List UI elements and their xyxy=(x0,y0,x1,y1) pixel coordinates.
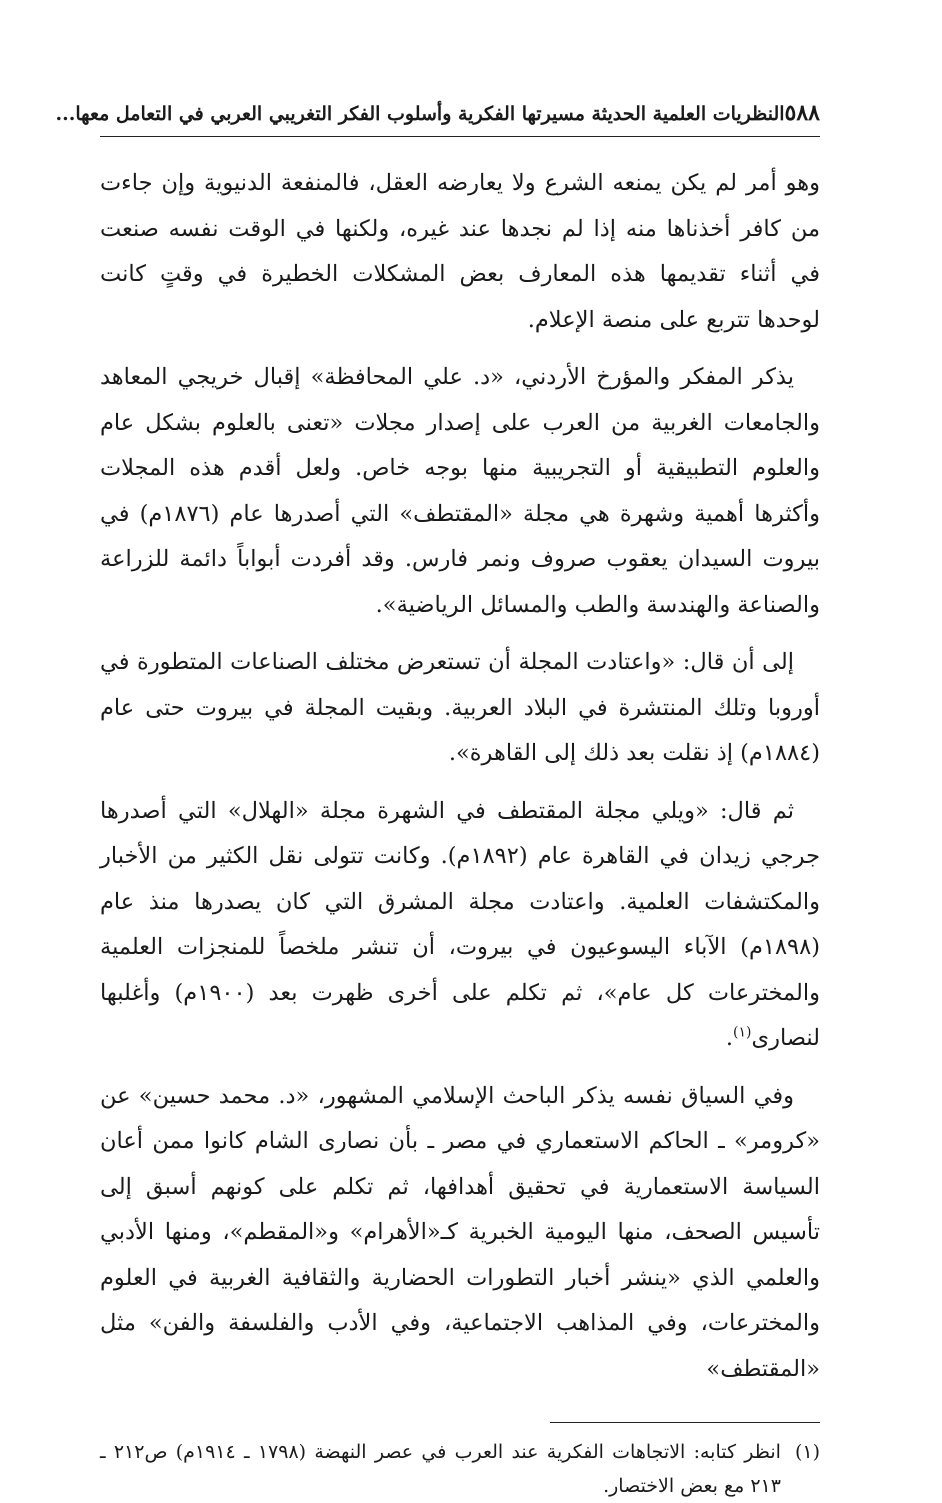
body-text xyxy=(100,161,820,1392)
paragraph-3: إلى أن قال: «واعتادت المجلة أن تستعرض مختلف الصناعات المتطورة في أوروبا وتلك المنتشرة في البلاد العربية. وبقيت المجلة في بيروت حتى عام (١٨٨٤م) إذ نقلت بعد ذلك إلى القاهرة». xyxy=(100,649,820,766)
paragraph-2: يذكر المفكر والمؤرخ الأردني، «د. علي المحافظة» إقبال خريجي المعاهد والجامعات الغربية من العرب على إصدار مجلات «تعنى بالعلوم بشكل عام والعلوم التطبيقية أو التجريبية منها بوجه خاص. ولعل أقدم هذه المجلات وأكثرها أهمية وشهرة هي مجلة «المقتطف» التي أصدرها عام (١٨٧٦م) في بيروت السيدان يعقوب صروف ونمر فارس. وقد أفردت أبواباً دائمة للزراعة والصناعة والهندسة والطب والمسائل الرياضية». xyxy=(100,364,820,618)
paragraph-1: وهو أمر لم يكن يمنعه الشرع ولا يعارضه العقل، فالمنفعة الدنيوية وإن جاءت من كافر أخذناها منه إذا لم نجدها عند غيره، ولكنها في الوقت نفسه صنعت في أثناء تقديمها هذه المعارف بعض المشكلات الخطيرة في وقتٍ كانت لوحدها تتربع على منصة الإعلام. xyxy=(100,170,820,333)
footnote-text: انظر كتابه: الاتجاهات الفكرية عند العرب في عصر النهضة (١٧٩٨ ـ ١٩١٤م) ص٢١٢ ـ ٢١٣ مع بعض الاختصار. xyxy=(100,1441,781,1497)
paragraph-4-text: ثم قال: «ويلي مجلة المقتطف في الشهرة مجلة «الهلال» التي أصدرها جرجي زيدان في القاهرة عام (١٨٩٢م). وكانت تتولى نقل الكثير من الأخبار والمكتشفات العلمية. واعتادت مجلة المشرق التي كان يصدرها منذ عام (١٨٩٨م) الآباء اليسوعيون في بيروت، أن تنشر ملخصاً للمنجزات العلمية والمخترعات كل عام»، ثم تكلم على أخرى ظهرت بعد (١٩٠٠م) وأغلبها لنصارى xyxy=(100,797,820,1051)
page-number: ٥٨٨ xyxy=(784,100,820,126)
paragraph-5: وفي السياق نفسه يذكر الباحث الإسلامي المشهور، «د. محمد حسين» عن «كرومر» ـ الحاكم الاستعماري في مصر ـ بأن نصارى الشام كانوا ممن أعان السياسة الاستعمارية في تحقيق أهدافها، ثم تكلم على كونهم أسبق إلى تأسيس الصحف، منها اليومية الخبرية كـ«الأهرام» و«المقطم»، ومنها الأدبي والعلمي الذي «ينشر أخبار التطورات الحضارية والثقافية الغربية في العلوم والمخترعات، وفي المذاهب الاجتماعية، وفي الأدب والفلسفة والفن» مثل «المقتطف» xyxy=(100,1082,820,1382)
paragraph-4 xyxy=(100,789,820,1062)
book-page xyxy=(55,100,820,1503)
footnote-reference[interactable]: (١) xyxy=(733,1024,752,1041)
footnote xyxy=(100,1435,820,1503)
footnote-separator xyxy=(550,1422,820,1423)
paragraph-4-tail: . xyxy=(725,1025,734,1051)
running-title: النظريات العلمية الحديثة مسيرتها الفكرية وأسلوب الفكر التغريبي العربي في التعامل معها... xyxy=(55,103,785,125)
footnote-number: (١) xyxy=(794,1441,820,1463)
running-header xyxy=(55,100,820,137)
